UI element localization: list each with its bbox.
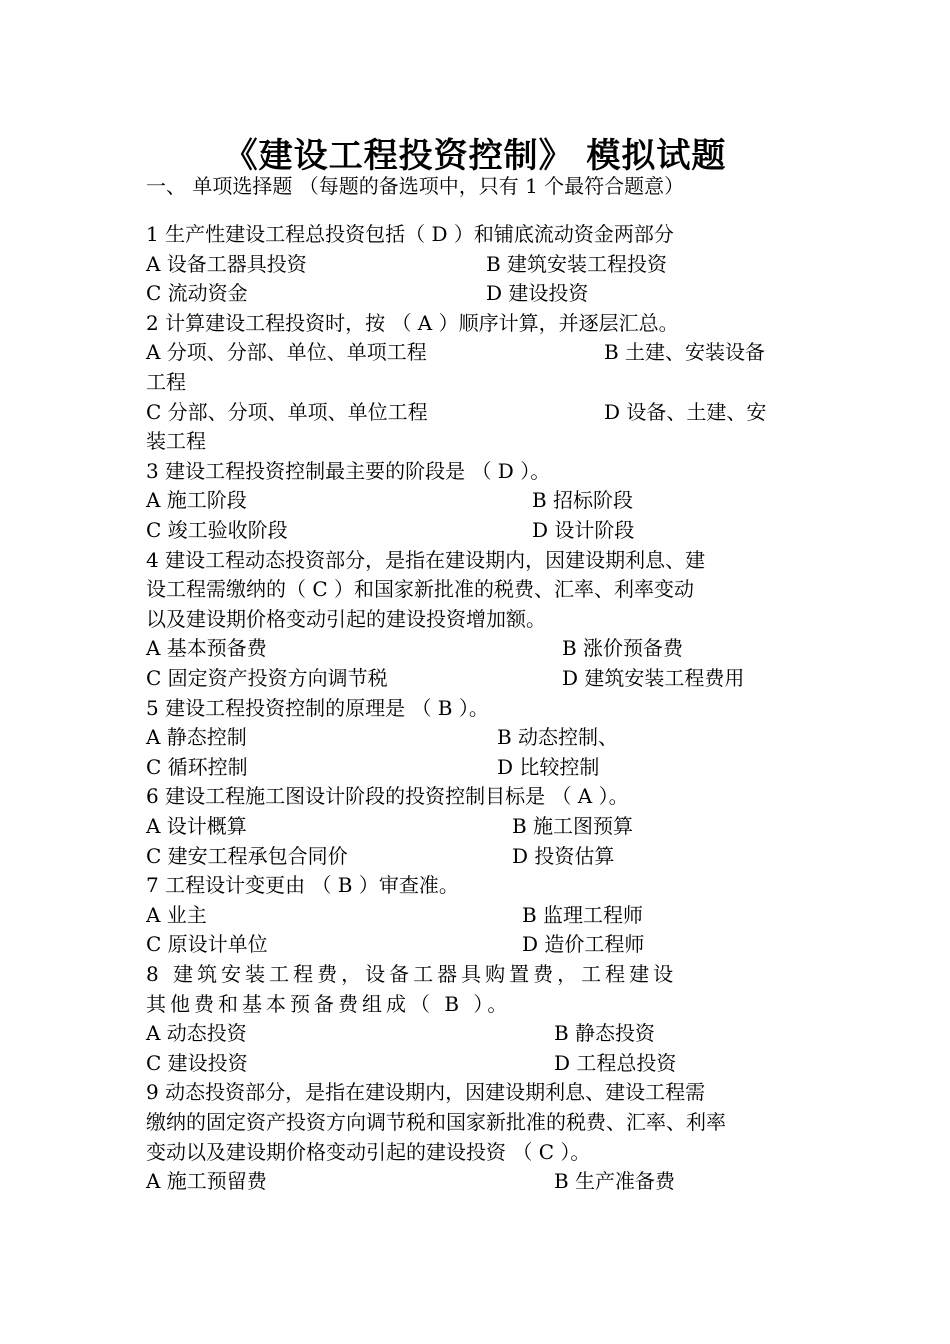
option-7-1-2: B 监理工程师 xyxy=(522,902,644,927)
option-4-2-2: D 建筑安装工程费用 xyxy=(562,666,745,690)
option-2-1-1: A 分项、分部、单位、单项工程 xyxy=(146,340,427,365)
option-4-1-2: B 涨价预备费 xyxy=(562,636,684,661)
option-8-2-1: C 建设投资 xyxy=(146,1050,248,1075)
question-stem-8: 8 建筑安装工程费，设备工器具购置费，工程建设 xyxy=(146,962,678,986)
option-3-1-1: A 施工阶段 xyxy=(146,488,247,513)
option-9-1-1: A 施工预留费 xyxy=(146,1169,267,1194)
option-5-2-2: D 比较控制 xyxy=(497,754,600,779)
option-1-1-2: B 建筑安装工程投资 xyxy=(486,251,668,276)
section-header: 一、 单项选择题 （每题的备选项中，只有 1 个最符合题意） xyxy=(146,174,685,198)
option-5-1-2: B 动态控制、 xyxy=(497,725,619,750)
option-6-2-1: C 建安工程承包合同价 xyxy=(146,843,348,868)
question-stem-3: 3 建设工程投资控制最主要的阶段是 （ D ）。 xyxy=(146,458,551,483)
option-8-1-2: B 静态投资 xyxy=(554,1021,656,1046)
option-7-1-1: A 业主 xyxy=(146,902,207,927)
option-7-2-2: D 造价工程师 xyxy=(522,932,645,957)
option-3-1-2: B 招标阶段 xyxy=(532,488,634,513)
option-2-3-2: D 设备、土建、安 xyxy=(604,399,767,424)
question-stem-8: 其他费和基本预备费组成（ B ）。 xyxy=(146,991,512,1016)
option-3-2-2: D 设计阶段 xyxy=(532,518,635,542)
question-stem-5: 5 建设工程投资控制的原理是 （ B ）。 xyxy=(146,695,489,720)
option-4-1-1: A 基本预备费 xyxy=(146,636,267,661)
question-stem-4: 设工程需缴纳的（ C ）和国家新批准的税费、汇率、利率变动 xyxy=(146,577,695,602)
option-4-2-1: C 固定资产投资方向调节税 xyxy=(146,666,388,690)
question-stem-9: 缴纳的固定资产投资方向调节税和国家新批准的税费、汇率、利率 xyxy=(146,1110,726,1134)
option-7-2-1: C 原设计单位 xyxy=(146,932,268,957)
option-3-2-1: C 竣工验收阶段 xyxy=(146,518,288,542)
option-6-1-1: A 设计概算 xyxy=(146,814,247,838)
option-5-2-1: C 循环控制 xyxy=(146,754,248,779)
question-stem-9: 9 动态投资部分，是指在建设期内，因建设期利息、建设工程需 xyxy=(146,1080,706,1105)
question-stem-2: 2 计算建设工程投资时，按 （ A ）顺序计算，并逐层汇总。 xyxy=(146,310,679,335)
document-title: 《建设工程投资控制》 模拟试题 xyxy=(223,136,727,176)
question-stem-4: 以及建设期价格变动引起的建设投资增加额。 xyxy=(146,606,546,631)
option-6-2-2: D 投资估算 xyxy=(512,843,615,868)
option-8-1-1: A 动态投资 xyxy=(146,1021,247,1046)
option-2-1-2: B 土建、安装设备 xyxy=(604,340,766,365)
option-8-2-2: D 工程总投资 xyxy=(554,1050,677,1075)
question-stem-7: 7 工程设计变更由 （ B ）审查准。 xyxy=(146,873,459,898)
option-2-4-1: 装工程 xyxy=(146,429,206,454)
question-stem-9: 变动以及建设期价格变动引起的建设投资 （ C ）。 xyxy=(146,1139,591,1164)
option-1-2-1: C 流动资金 xyxy=(146,281,248,306)
question-stem-1: 1 生产性建设工程总投资包括（ D ）和铺底流动资金两部分 xyxy=(146,222,674,246)
option-5-1-1: A 静态控制 xyxy=(146,725,247,750)
option-9-1-2: B 生产准备费 xyxy=(554,1169,676,1194)
option-1-2-2: D 建设投资 xyxy=(486,281,589,306)
option-6-1-2: B 施工图预算 xyxy=(512,814,634,838)
option-2-2-1: 工程 xyxy=(146,370,186,394)
question-stem-4: 4 建设工程动态投资部分，是指在建设期内，因建设期利息、建 xyxy=(146,547,706,572)
option-2-3-1: C 分部、分项、单项、单位工程 xyxy=(146,399,428,424)
question-stem-6: 6 建设工程施工图设计阶段的投资控制目标是 （ A ）。 xyxy=(146,784,629,809)
option-1-1-1: A 设备工器具投资 xyxy=(146,251,307,276)
